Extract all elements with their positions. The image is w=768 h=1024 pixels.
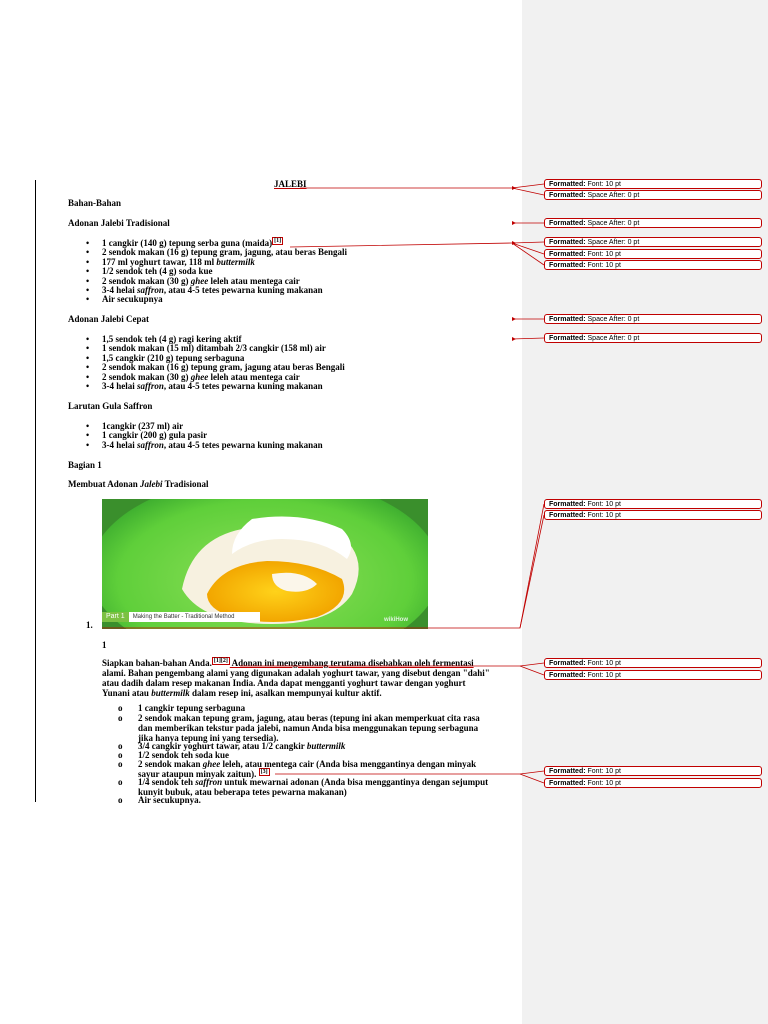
bullet-icon: • bbox=[86, 343, 90, 353]
comment-balloon[interactable]: Formatted: Space After: 0 pt bbox=[544, 190, 762, 200]
list-item[interactable]: 1,5 sendok teh (4 g) ragi kering aktif bbox=[102, 334, 242, 344]
heading-cepat[interactable]: Adonan Jalebi Cepat bbox=[68, 314, 150, 324]
comment-balloon[interactable]: Formatted: Space After: 0 pt bbox=[544, 237, 762, 247]
watermark: wikiHow bbox=[384, 617, 409, 623]
circle-bullet-icon: o bbox=[118, 759, 123, 769]
list-item[interactable]: 3-4 helai saffron, atau 4-5 tetes pewarna kuning makanan bbox=[102, 381, 323, 391]
caption-part-label: Part 1 bbox=[102, 612, 129, 622]
comment-balloon[interactable]: Formatted: Space After: 0 pt bbox=[544, 218, 762, 228]
bullet-icon: • bbox=[86, 372, 90, 382]
comment-balloon[interactable]: Formatted: Font: 10 pt bbox=[544, 249, 762, 259]
circle-bullet-icon: o bbox=[118, 795, 123, 805]
list-item[interactable]: 1 sendok makan (15 ml) ditambah 2/3 cangkir (158 ml) air bbox=[102, 343, 326, 353]
comment-balloon[interactable]: Formatted: Font: 10 pt bbox=[544, 179, 762, 189]
list-item[interactable]: 177 ml yoghurt tawar, 118 ml buttermilk bbox=[102, 257, 255, 267]
footnote-ref[interactable]: [1][2] bbox=[213, 658, 228, 664]
comment-balloon[interactable]: Formatted: Font: 10 pt bbox=[544, 260, 762, 270]
heading-membuat[interactable]: Membuat Adonan Jalebi Tradisional bbox=[68, 479, 209, 489]
list-item[interactable]: 2 sendok makan (30 g) ghee leleh atau mentega cair bbox=[102, 372, 300, 382]
comment-balloon[interactable]: Formatted: Font: 10 pt bbox=[544, 499, 762, 509]
bowl-illustration bbox=[102, 499, 428, 629]
heading-bagian[interactable]: Bagian 1 bbox=[68, 460, 102, 470]
comment-balloon[interactable]: Formatted: Font: 10 pt bbox=[544, 658, 762, 668]
list-item[interactable]: 1 cangkir tepung serbaguna bbox=[138, 703, 246, 713]
bullet-icon: • bbox=[86, 430, 90, 440]
comment-balloon[interactable]: Formatted: Space After: 0 pt bbox=[544, 314, 762, 324]
comment-balloon[interactable]: Formatted: Space After: 0 pt bbox=[544, 333, 762, 343]
list-item[interactable]: 1/2 sendok teh (4 g) soda kue bbox=[102, 266, 213, 276]
change-bar bbox=[35, 180, 36, 802]
bullet-icon: • bbox=[86, 257, 90, 267]
bullet-icon: • bbox=[86, 421, 90, 431]
list-item[interactable]: 2 sendok makan (16 g) tepung gram, jagung atau beras Bengali bbox=[102, 362, 345, 372]
list-item[interactable]: 1 cangkir (140 g) tepung serba guna (maida) [1] bbox=[102, 238, 282, 248]
circle-bullet-icon: o bbox=[118, 777, 123, 787]
list-item[interactable]: 2 sendok makan tepung gram, jagung, atau beras (tepung ini akan memperkuat cita rasa dan memberikan tekstur pada jalebi, namun Anda bisa menggunakan tepung serbaguna jika hanya tepung ini yang tersedia). bbox=[138, 713, 480, 743]
list-item[interactable]: 1/4 sendok teh saffron untuk mewarnai adonan (Anda bisa menggantinya dengan sejumput kunyit bubuk, atau beberapa tetes pewarna makanan) bbox=[138, 777, 489, 797]
list-item[interactable]: 2 sendok makan (16 g) tepung gram, jagung, atau beras Bengali bbox=[102, 247, 348, 257]
list-item[interactable]: 1/2 sendok teh soda kue bbox=[138, 750, 230, 760]
step-number[interactable]: 1 bbox=[102, 640, 107, 650]
bullet-icon: • bbox=[86, 381, 90, 391]
step-paragraph[interactable]: Siapkan bahan-bahan Anda. [1][2] Adonan ini mengembang terutama disebabkan oleh fermentasi alami. Bahan pengembang alami yang digunakan adalah yoghurt tawar, yang disebut dengan "dahi" atau dadih dalam resep makanan India. Anda dapat mengganti yoghurt tawar dengan yoghurt Yunani atau buttermilk dalam resep ini, asalkan mempunyai kultur aktif. bbox=[102, 658, 490, 698]
bullet-icon: • bbox=[86, 276, 90, 286]
circle-bullet-icon: o bbox=[118, 713, 123, 723]
list-item[interactable]: 1,5 cangkir (210 g) tepung serbaguna bbox=[102, 353, 245, 363]
list-item[interactable]: 2 sendok makan (30 g) ghee leleh atau mentega cair bbox=[102, 276, 300, 286]
list-item[interactable]: 3-4 helai saffron, atau 4-5 tetes pewarna kuning makanan bbox=[102, 285, 323, 295]
list-item[interactable]: 3/4 cangkir yoghurt tawar, atau 1/2 cangkir buttermilk bbox=[138, 741, 346, 751]
batter-photo[interactable] bbox=[102, 499, 428, 629]
comment-balloon[interactable]: Formatted: Font: 10 pt bbox=[544, 510, 762, 520]
photo-caption bbox=[102, 612, 260, 622]
bullet-icon: • bbox=[86, 334, 90, 344]
step-number-label[interactable]: 1. bbox=[86, 620, 93, 630]
list-item[interactable]: 1cangkir (237 ml) air bbox=[102, 421, 184, 431]
bullet-icon: • bbox=[86, 440, 90, 450]
circle-bullet-icon: o bbox=[118, 750, 123, 760]
comment-balloon[interactable]: Formatted: Font: 10 pt bbox=[544, 670, 762, 680]
comment-balloon[interactable]: Formatted: Font: 10 pt bbox=[544, 778, 762, 788]
bullet-icon: • bbox=[86, 247, 90, 257]
comment-balloon[interactable]: Formatted: Font: 10 pt bbox=[544, 766, 762, 776]
caption-text: Making the Batter - Traditional Method bbox=[132, 614, 235, 620]
circle-bullet-icon: o bbox=[118, 741, 123, 751]
heading-traditional[interactable]: Adonan Jalebi Tradisional bbox=[68, 218, 170, 228]
footnote-ref[interactable]: [1] bbox=[274, 238, 282, 244]
doc-title[interactable]: JALEBI bbox=[274, 179, 307, 189]
heading-bahan[interactable]: Bahan-Bahan bbox=[68, 198, 122, 208]
circle-bullet-icon: o bbox=[118, 703, 123, 713]
bullet-icon: • bbox=[86, 362, 90, 372]
list-item[interactable]: Air secukupnya bbox=[102, 294, 163, 304]
bullet-icon: • bbox=[86, 285, 90, 295]
list-item[interactable]: 3-4 helai saffron, atau 4-5 tetes pewarna kuning makanan bbox=[102, 440, 323, 450]
footnote-ref[interactable]: [3] bbox=[260, 769, 268, 775]
list-item[interactable]: 1 cangkir (200 g) gula pasir bbox=[102, 430, 208, 440]
bullet-icon: • bbox=[86, 266, 90, 276]
bullet-icon: • bbox=[86, 294, 90, 304]
bullet-icon: • bbox=[86, 238, 90, 248]
list-item[interactable]: Air secukupnya. bbox=[138, 795, 201, 805]
bullet-icon: • bbox=[86, 353, 90, 363]
heading-gula[interactable]: Larutan Gula Saffron bbox=[68, 401, 153, 411]
list-item[interactable]: 2 sendok makan ghee leleh, atau mentega cair (Anda bisa menggantinya dengan minyak sayur ataupun minyak zaitun). [3] bbox=[138, 759, 477, 779]
